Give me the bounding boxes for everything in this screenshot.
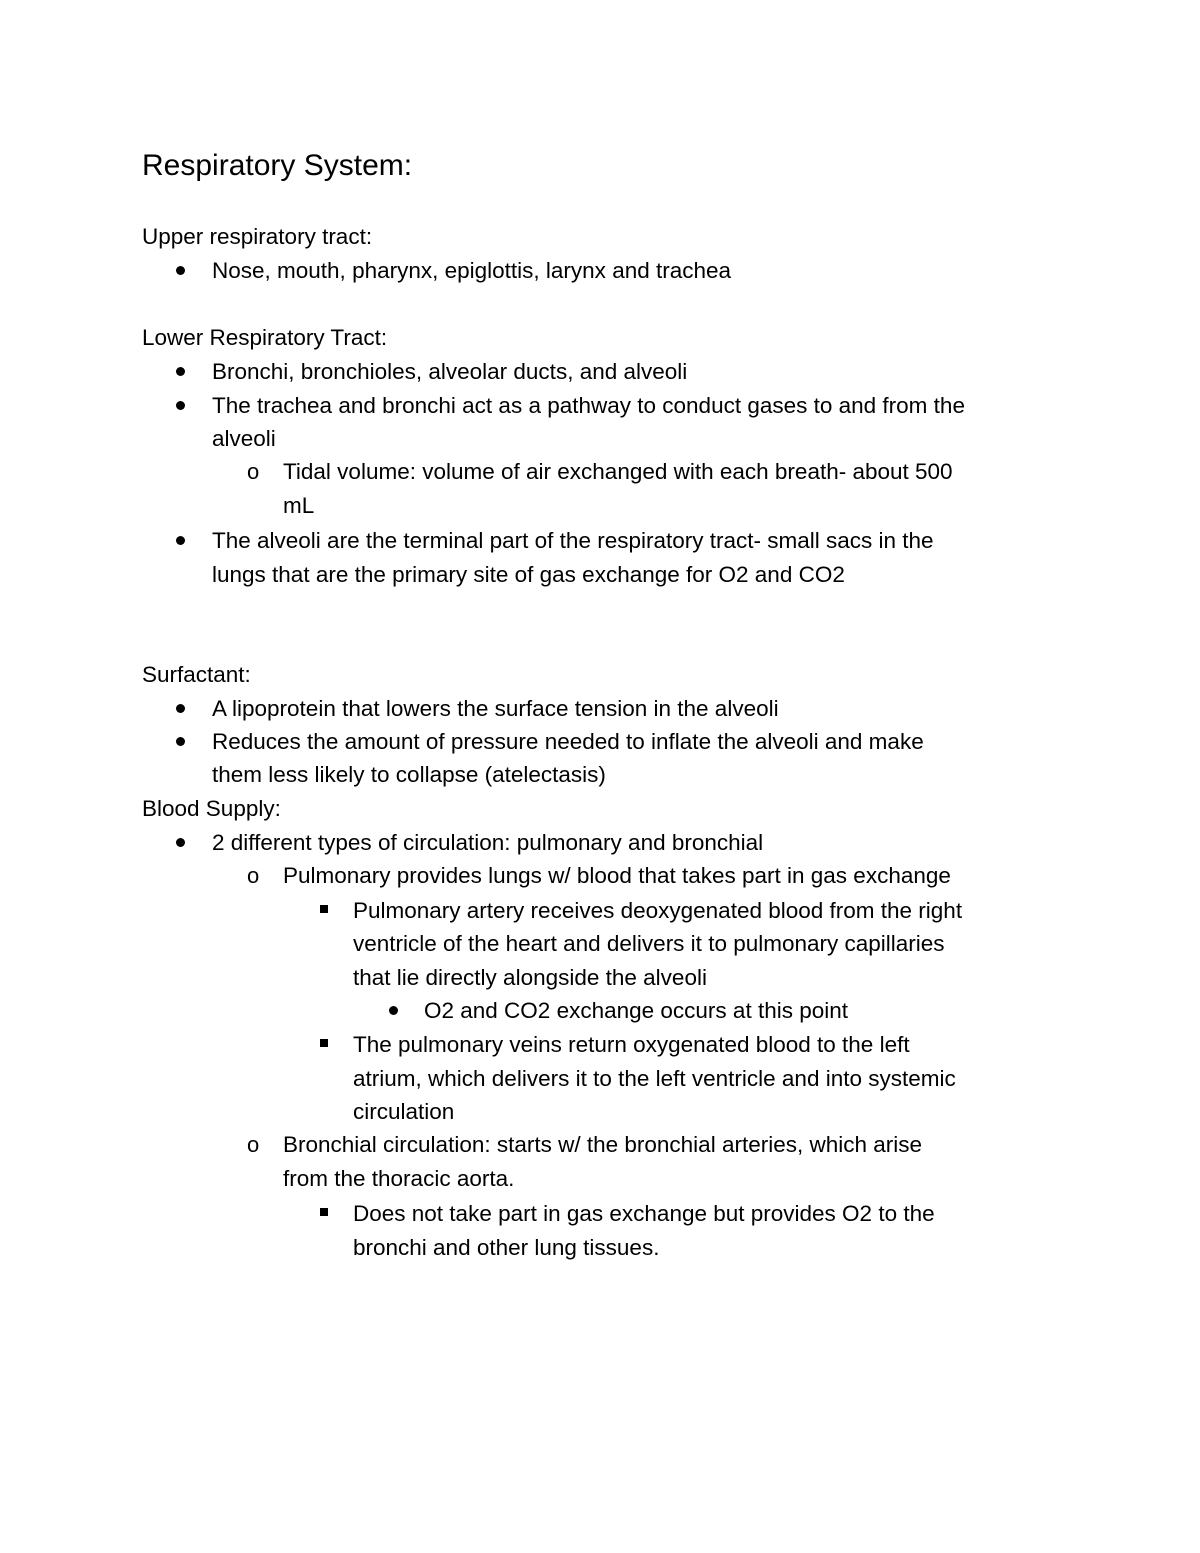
bronchial-circulation-line1: Bronchial circulation: starts w/ the bronchial arteries, which arise [283, 1132, 923, 1157]
pulmonary-veins-line2: atrium, which delivers it to the left ventricle and into systemic [353, 1066, 956, 1091]
bronchial-sub-line2: bronchi and other lung tissues. [353, 1235, 660, 1260]
bronchial-circulation-line2: from the thoracic aorta. [283, 1166, 515, 1191]
bullet-surfactant-2-line1: Reduces the amount of pressure needed to inflate the alveoli and make [212, 729, 924, 754]
bullet-lower-2-line1: The trachea and bronchi act as a pathway to conduct gases to and from the [212, 393, 965, 418]
bullet-lower-3-line1: The alveoli are the terminal part of the respiratory tract- small sacs in the [212, 528, 934, 553]
section-heading-surfactant: Surfactant: [142, 662, 251, 687]
section-heading-upper: Upper respiratory tract: [142, 224, 373, 249]
bullet-dot [176, 266, 185, 275]
pulmonary-veins-line1: The pulmonary veins return oxygenated blood to the left [353, 1032, 910, 1057]
sub-bullet-tidal-line1: Tidal volume: volume of air exchanged with each breath- about 500 [283, 459, 953, 484]
square-bullet [320, 905, 328, 913]
pulmonary-artery-line3: that lie directly alongside the alveoli [353, 965, 707, 990]
bullet-dot [176, 838, 185, 847]
bullet-dot [176, 737, 185, 746]
sub-bullet-tidal-line2: mL [283, 493, 315, 518]
bullet-lower-3-line2: lungs that are the primary site of gas exchange for O2 and CO2 [212, 562, 845, 587]
square-bullet [320, 1208, 328, 1216]
bullet-dot [176, 367, 185, 376]
section-heading-blood: Blood Supply: [142, 796, 281, 821]
circle-bullet-marker: o [247, 863, 260, 888]
bullet-lower-1: Bronchi, bronchioles, alveolar ducts, and alveoli [212, 359, 688, 384]
bullet-surfactant-2-line2: them less likely to collapse (atelectasis) [212, 762, 606, 787]
bullet-lower-2-line2: alveoli [212, 426, 276, 451]
section-heading-lower: Lower Respiratory Tract: [142, 325, 388, 350]
circle-bullet-marker: o [247, 459, 260, 484]
bullet-dot [176, 536, 185, 545]
page-title: Respiratory System: [142, 149, 413, 182]
bullet-surfactant-1: A lipoprotein that lowers the surface tension in the alveoli [212, 696, 779, 721]
circle-bullet-marker: o [247, 1132, 260, 1157]
pulmonary-artery-line1: Pulmonary artery receives deoxygenated blood from the right [353, 898, 963, 923]
gas-exchange-point: O2 and CO2 exchange occurs at this point [424, 998, 848, 1023]
pulmonary-artery-line2: ventricle of the heart and delivers it to pulmonary capillaries [353, 931, 945, 956]
square-bullet [320, 1039, 328, 1047]
bullet-blood-1: 2 different types of circulation: pulmonary and bronchial [212, 830, 764, 855]
bullet-dot [389, 1006, 398, 1015]
bullet-dot [176, 401, 185, 410]
bullet-upper-1: Nose, mouth, pharynx, epiglottis, larynx and trachea [212, 258, 732, 283]
bronchial-sub-line1: Does not take part in gas exchange but provides O2 to the [353, 1201, 935, 1226]
pulmonary-veins-line3: circulation [353, 1099, 455, 1124]
sub-bullet-pulmonary: Pulmonary provides lungs w/ blood that takes part in gas exchange [283, 863, 951, 888]
bullet-dot [176, 704, 185, 713]
